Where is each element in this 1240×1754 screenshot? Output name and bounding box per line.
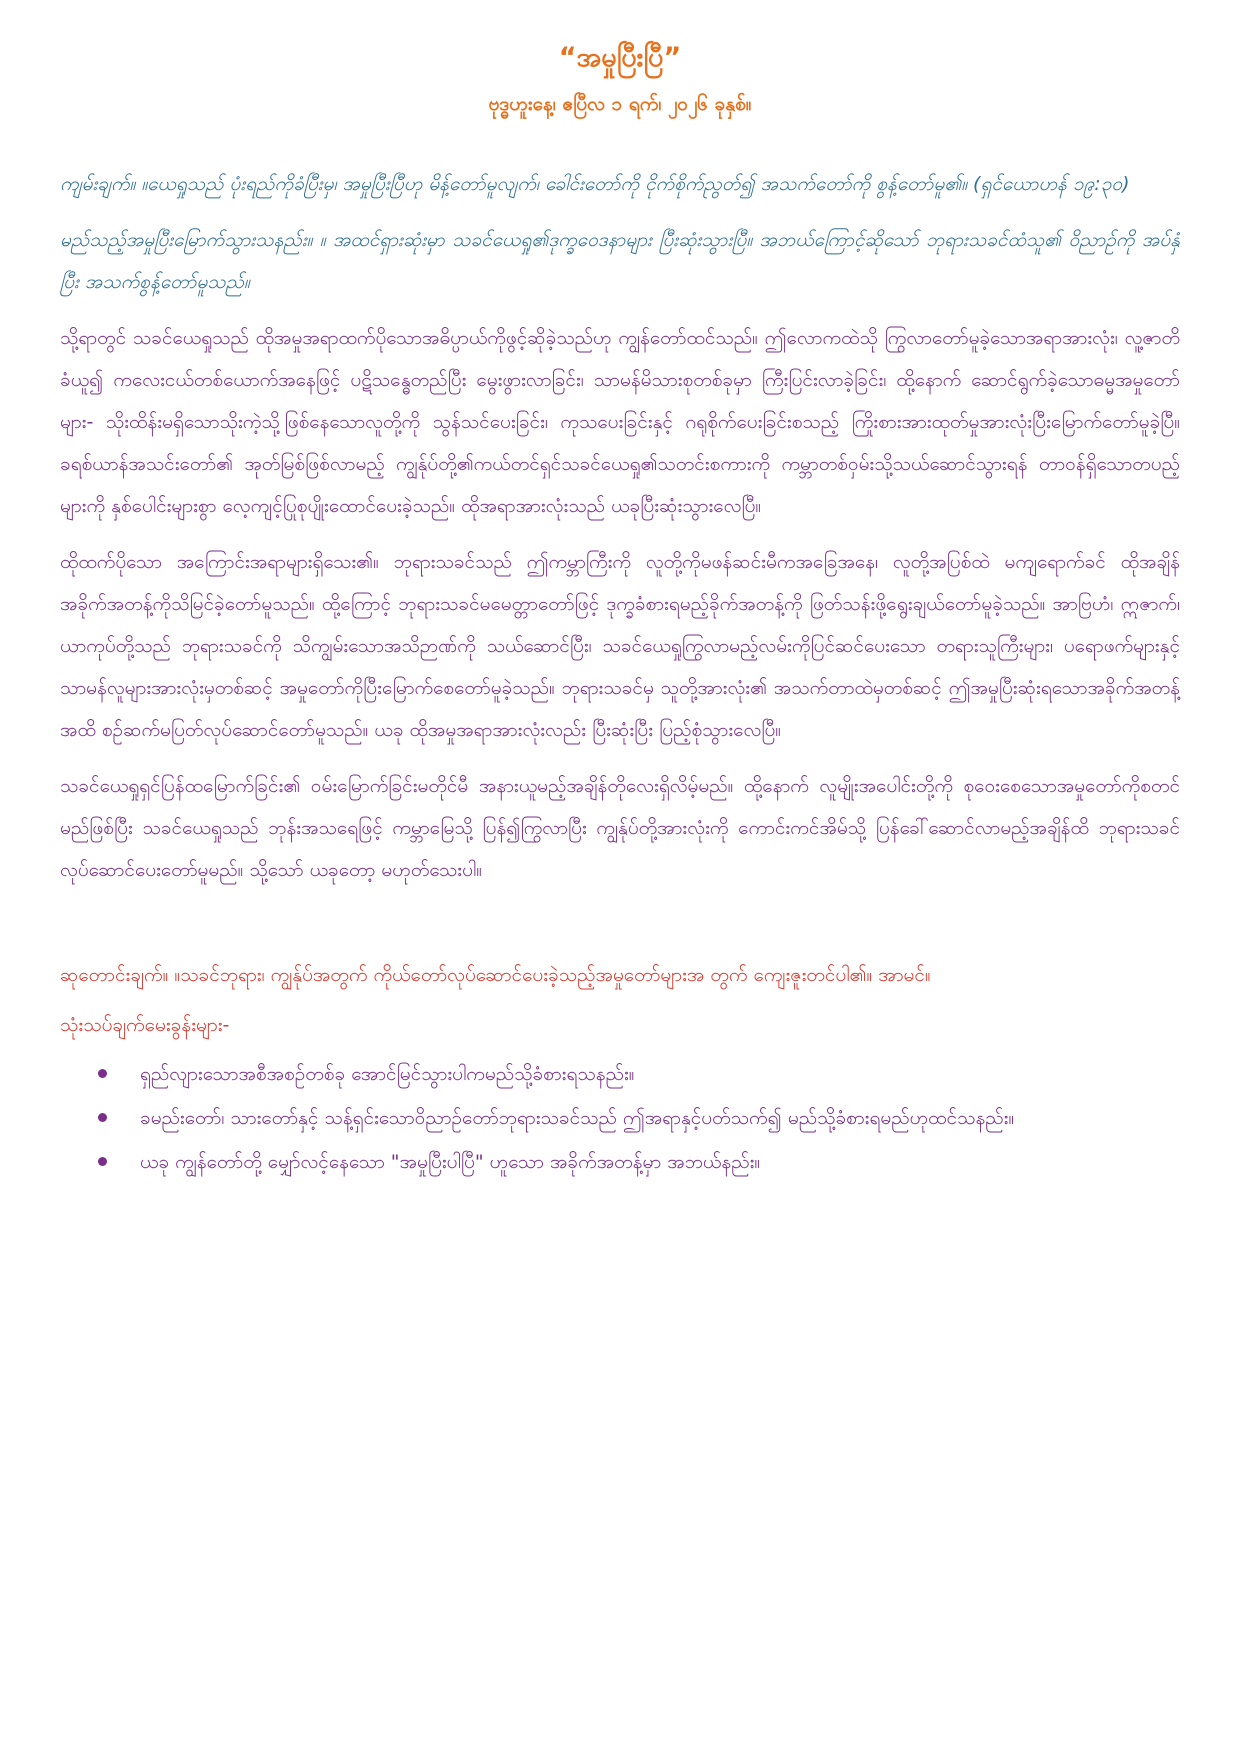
question-text: ခမည်းတော်၊ သားတော်နှင့် သန့်ရှင်းသောဝိညာဉ်တော်ဘုရားသခင်သည် ဤအရာနှင့်ပတ်သက်၍ မည်သို့ခံစားရမည်ဟုထင်သနည်း။ <box>140 1106 1015 1129</box>
question-item <box>98 1099 1180 1137</box>
question-text: ယခု ကျွန်တော်တို့ မျှော်လင့်နေသော "အမှုပြီးပါပြီ" ဟူသော အခိုက်အတန့်မှာ အဘယ်နည်း။ <box>140 1150 761 1173</box>
prayer-text: ဆုတောင်းချက်။ ။သခင်ဘုရား၊ ကျွန်ုပ်အတွက် ကိုယ်တော်လုပ်ဆောင်ပေးခဲ့သည့်အမှုတော်များအ တွက် ကျေးဇူးတင်ပါ၏။ အာမင်။ <box>60 963 931 986</box>
scripture-reflection: မည်သည့်အမှုပြီးမြောက်သွားသနည်း။ ။ အထင်ရှားဆုံးမှာ သခင်ယေရှု၏ဒုက္ခဝေဒနာများ ပြီးဆုံးသွားပြီ။ အဘယ်ကြောင့်ဆိုသော် ဘုရားသခင်ထံသူ၏ ဝိညာဉ်ကို အပ်နှံပြီး အသက်စွန့်တော်မူသည်။ <box>60 228 1180 293</box>
question-item <box>98 1143 1180 1181</box>
devotion-title: “အမှုပြီးပြီ” <box>558 42 682 73</box>
scripture-verse: ကျမ်းချက်။ ။ယေရှုသည် ပုံးရည်ကိုခံပြီးမှ၊ အမှုပြီးပြီဟု မိန့်တော်မူလျက်၊ ခေါင်းတော်ကို ငိုက်စိုက်ညွတ်၍ အသက်တော်ကို စွန့်တော်မူ၏။ (ရှင်ယောဟန် ၁၉:၃၀) <box>60 172 1130 195</box>
question-text: ရှည်လျားသောအစီအစဉ်တစ်ခု အောင်မြင်သွားပါကမည်သို့ခံစားရသနည်း။ <box>140 1062 635 1085</box>
body-paragraph-1: သို့ရာတွင် သခင်ယေရှုသည် ထိုအမှုအရာထက်ပိုသောအဓိပ္ပာယ်ကိုဖွင့်ဆိုခဲ့သည်ဟု ကျွန်တော်ထင်သည်။ ဤလောကထဲသို ကြွလာတော်မူခဲ့သောအရာအားလုံး၊ လူ့ဇာတိခံယူ၍ ကလေးငယ်တစ်ယောက်အနေဖြင့် ပဋိသန္ဓေတည်ပြီး မွေးဖွားလာခြင်း၊ သာမန်မိသားစုတစ်ခုမှာ ကြီးပြင်းလာခဲ့ခြင်း၊ ထို့နောက် ဆောင်ရွက်ခဲ့သောဓမ္မအမှုတော်များ- သိုးထိန်းမရှိသောသိုးကဲ့သို့ဖြစ်နေသောလူတို့ကို သွန်သင်ပေးခြင်း၊ ကုသပေးခြင်းနှင့် ဂရုစိုက်ပေးခြင်းစသည့် ကြိုးစားအားထုတ်မှုအားလုံးပြီးမြောက်တော်မူခဲ့ပြီ။ ခရစ်ယာန်အသင်းတော်၏ အုတ်မြစ်ဖြစ်လာမည့် ကျွန်ုပ်တို့၏ကယ်တင်ရှင်သခင်ယေရှု၏သတင်းစကားကို ကမ္ဘာတစ်ဝှမ်းသို့သယ်ဆောင်သွားရန် တာဝန်ရှိသောတပည့်များကို နှစ်ပေါင်းများစွာ လေ့ကျင့်ပြုစုပျိုးထောင်ပေးခဲ့သည်။ ထိုအရာအားလုံးသည် ယခုပြီးဆုံးသွားလေပြီ။ <box>60 326 1180 517</box>
questions-heading: သုံးသပ်ချက်မေးခွန်းများ- <box>60 1013 230 1036</box>
question-item <box>98 1055 1180 1093</box>
section-spacer <box>60 905 1180 955</box>
bullet-icon <box>98 1069 107 1078</box>
body-paragraph-2: ထိုထက်ပိုသော အကြောင်းအရာများရှိသေး၏။ ဘုရားသခင်သည် ဤကမ္ဘာကြီးကို လူတို့ကိုမဖန်ဆင်းမီကအခြေအနေ၊ လူတို့အပြစ်ထဲ မကျရောက်ခင် ထိုအချိန်အခိုက်အတန့်ကိုသိမြင်ခဲ့တော်မူသည်။ ထို့ကြောင့် ဘုရားသခင်မမေတ္တာတော်ဖြင့် ဒုက္ခခံစားရမည့်ခိုက်အတန့်ကို ဖြတ်သန်းဖို့ရွေးချယ်တော်မူခဲ့သည်။ အာဗြဟံ၊ ဣဇာက်၊ ယာကုပ်တို့သည် ဘုရားသခင်ကို သိကျွမ်းသောအသိဉာဏ်ကို သယ်ဆောင်ပြီး၊ သခင်ယေရှုကြွလာမည့်လမ်းကိုပြင်ဆင်ပေးသော တရားသူကြီးများ၊ ပရောဖက်များနှင့် သာမန်လူများအားလုံးမှတစ်ဆင့် အမှုတော်ကိုပြီးမြောက်စေတော်မူခဲ့သည်။ ဘုရားသခင်မှ သူတို့အားလုံး၏ အသက်တာထဲမှတစ်ဆင့် ဤအမှုပြီးဆုံးရသောအခိုက်အတန့်အထိ စဉ်ဆက်မပြတ်လုပ်ဆောင်တော်မူသည်။ ယခု ထိုအမှုအရာအားလုံးလည်း ပြီးဆုံးပြီး ပြည့်စုံသွားလေပြီ။ <box>60 550 1180 741</box>
bullet-icon <box>98 1157 107 1166</box>
devotion-date: ဗုဒ္ဓဟူးနေ့၊ ဧပြီလ ၁ ရက်၊ ၂၀၂၆ ခုနှစ်။ <box>488 92 752 115</box>
reflection-questions-list <box>60 1055 1180 1181</box>
bullet-icon <box>98 1113 107 1122</box>
body-paragraph-3: သခင်ယေရှုရှင်ပြန်ထမြောက်ခြင်း၏ ဝမ်းမြောက်ခြင်းမတိုင်မီ အနားယူမည့်အချိန်တိုလေးရှိလိမ့်မည်။ ထို့နောက် လူမျိုးအပေါင်းတို့ကို စုဝေးစေသောအမှုတော်ကိုစတင်မည်ဖြစ်ပြီး သခင်ယေရှုသည် ဘုန်းအသရေဖြင့် ကမ္ဘာမြေသို့ ပြန်၍ကြွလာပြီး ကျွန်ုပ်တို့အားလုံးကို ကောင်းကင်အိမ်သို့ ပြန်ခေါ်ဆောင်လာမည့်အချိန်ထိ ဘုရားသခင်လုပ်ဆောင်ပေးတော်မူမည်။ သို့သော် ယခုတော့ မဟုတ်သေးပါ။ <box>60 774 1180 881</box>
